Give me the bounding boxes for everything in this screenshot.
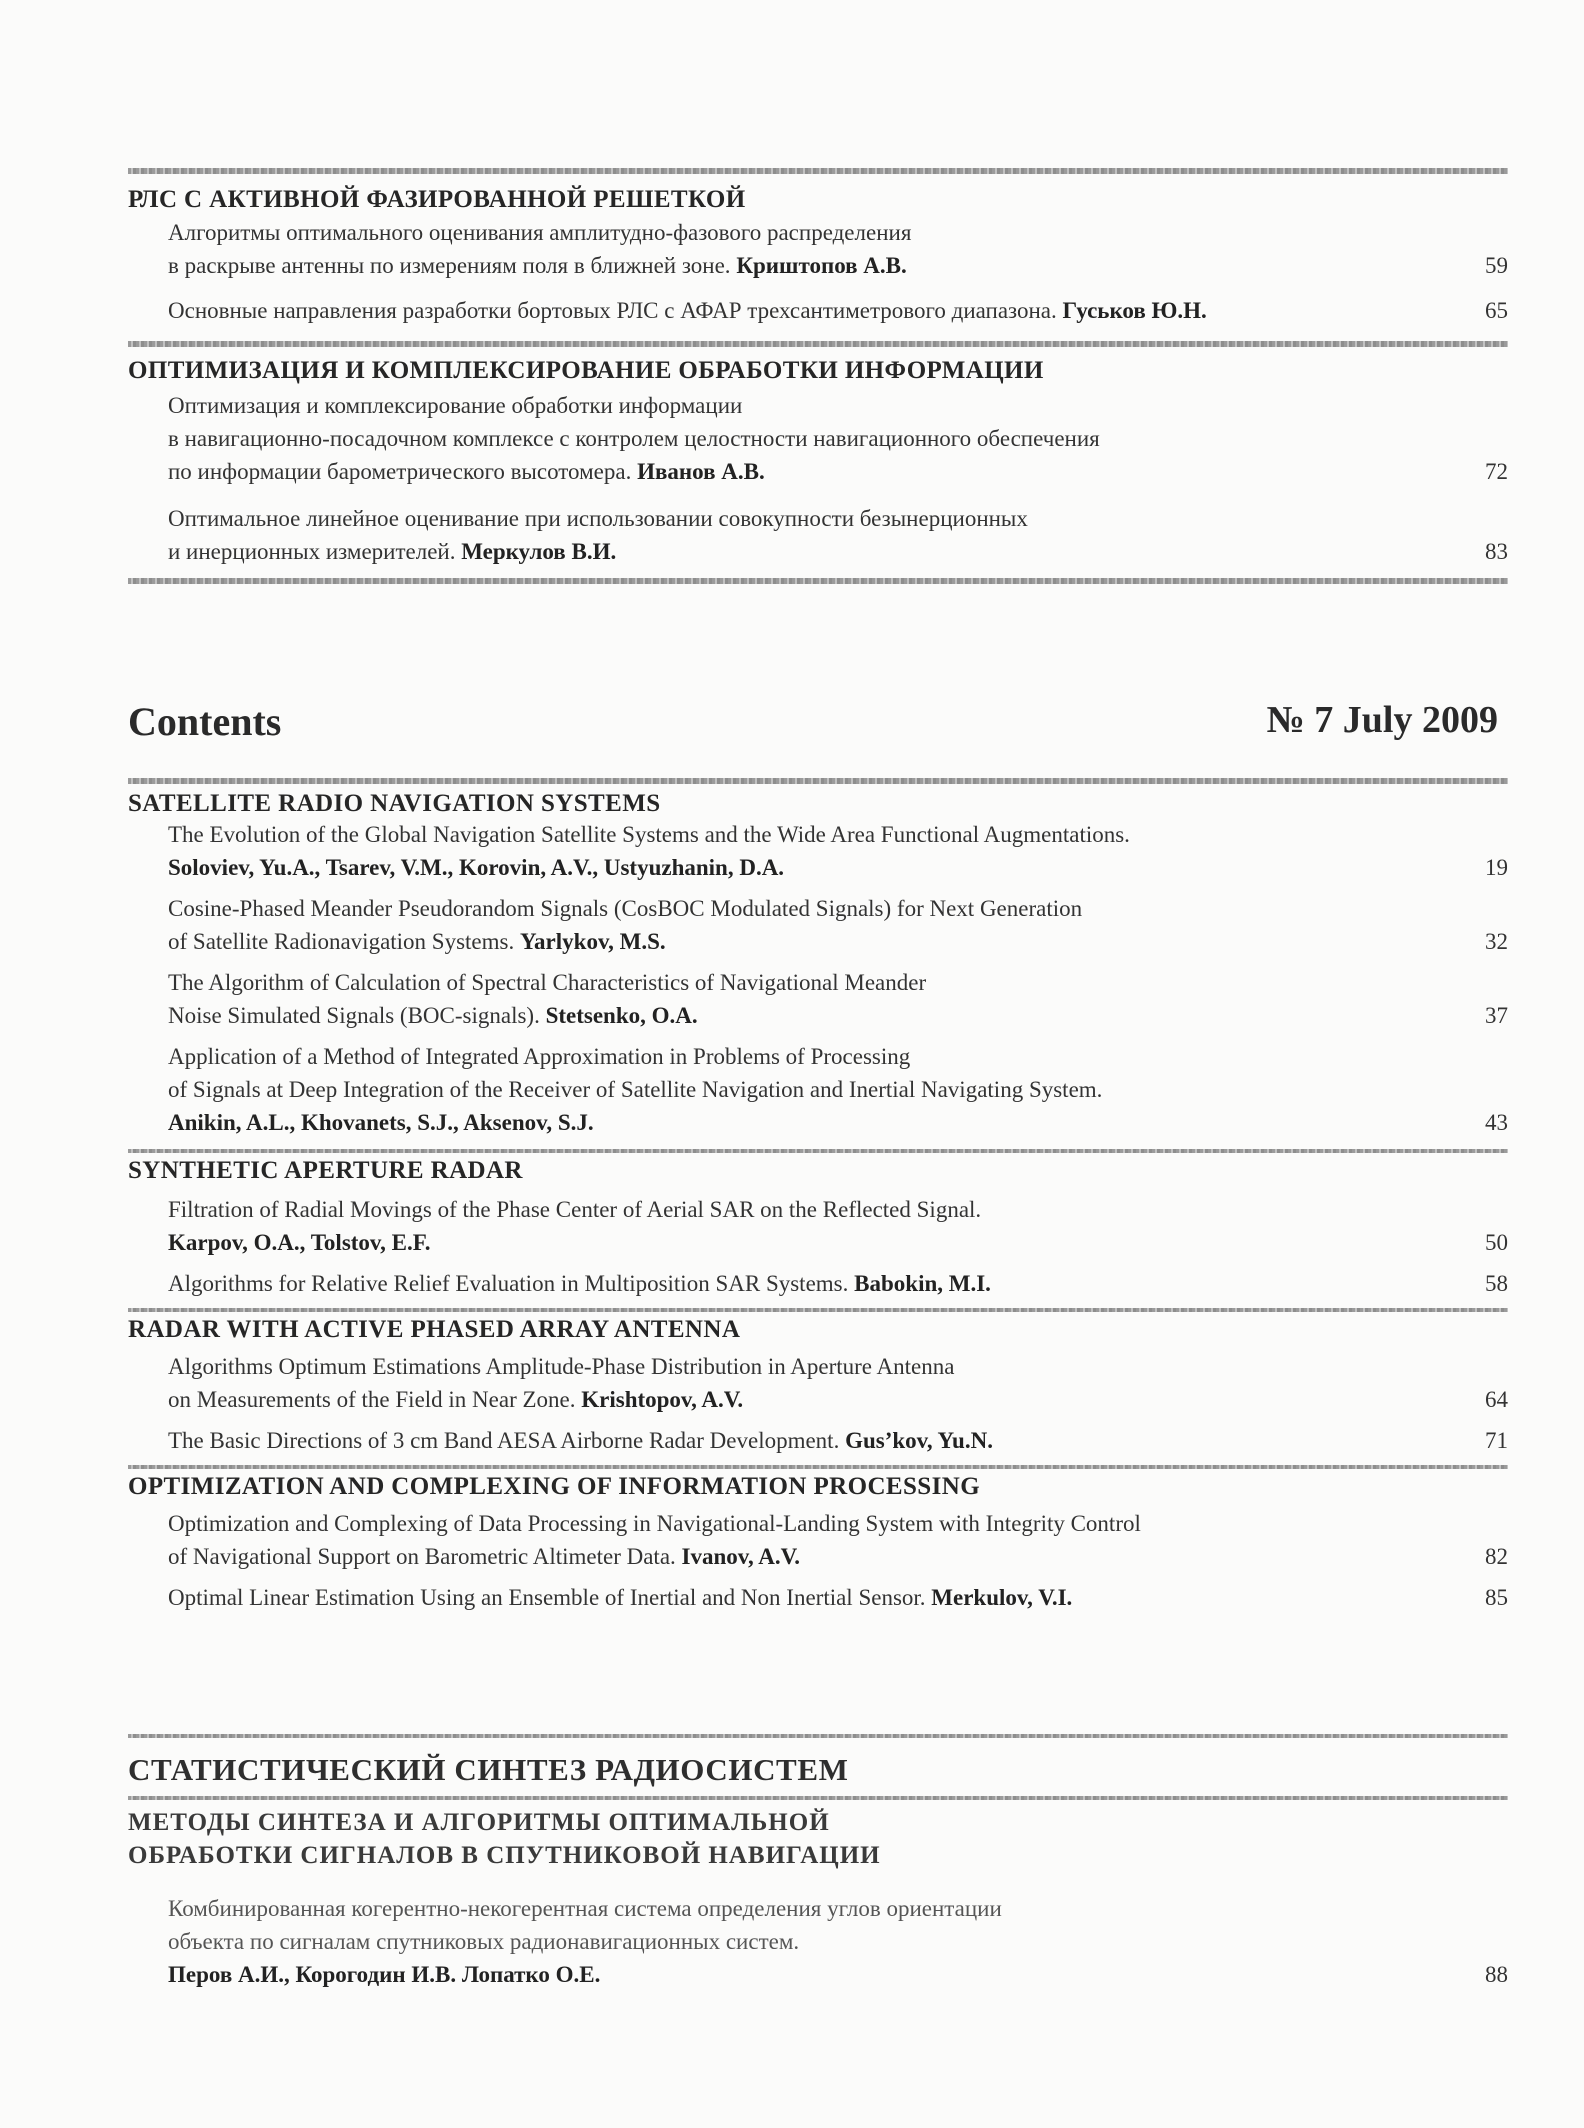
entry-line: объекта по сигналам спутниковых радионавигационных систем. [168, 1929, 800, 1954]
section-title: SATELLITE RADIO NAVIGATION SYSTEMS [128, 790, 661, 817]
toc-entry[interactable] [128, 1350, 1508, 1416]
section-title-line: ОБРАБОТКИ СИГНАЛОВ В СПУТНИКОВОЙ НАВИГАЦИИ [128, 1842, 881, 1869]
page-number: 71 [1485, 1428, 1508, 1453]
page-number: 82 [1485, 1544, 1508, 1569]
entry-line: Оптимальное линейное оценивание при использовании совокупности безынерционных [168, 506, 1028, 531]
toc-entry[interactable] [128, 502, 1508, 568]
page-number: 83 [1485, 539, 1508, 564]
toc-entry[interactable] [128, 294, 1508, 327]
entry-authors: Gus’kov, Yu.N. [845, 1428, 993, 1453]
entry-authors: Криштопов А.В. [736, 253, 907, 278]
page-number: 65 [1485, 298, 1508, 323]
entry-authors: Гуськов Ю.Н. [1062, 298, 1207, 323]
entry-authors: Перов А.И., Корогодин И.В. Лопатко О.Е. [168, 1962, 601, 1987]
section-divider [128, 1308, 1508, 1312]
entry-authors: Stetsenko, O.A. [545, 1003, 698, 1028]
entry-line: Filtration of Radial Movings of the Phase Center of Aerial SAR on the Reflected Signal. [168, 1197, 982, 1222]
entry-line: on Measurements of the Field in Near Zone. [168, 1387, 576, 1412]
entry-authors: Yarlykov, M.S. [520, 929, 666, 954]
toc-entry[interactable] [128, 1892, 1508, 1991]
entry-line: Noise Simulated Signals (BOC-signals). [168, 1003, 540, 1028]
page-number: 85 [1485, 1585, 1508, 1610]
entry-line: Комбинированная когерентно-некогерентная система определения углов ориентации [168, 1896, 1002, 1921]
entry-line: по информации барометрического высотомера. [168, 459, 632, 484]
section-title: SYNTHETIC APERTURE RADAR [128, 1157, 523, 1184]
entry-line: Optimal Linear Estimation Using an Ensemble of Inertial and Non Inertial Sensor. [168, 1585, 926, 1610]
entry-line: of Satellite Radionavigation Systems. [168, 929, 515, 954]
page-number: 37 [1485, 1003, 1508, 1028]
page-number: 50 [1485, 1230, 1508, 1255]
toc-entry[interactable] [128, 892, 1508, 958]
ru-top-section [128, 168, 1508, 584]
toc-entry[interactable] [128, 818, 1508, 884]
entry-line: Algorithms for Relative Relief Evaluation in Multiposition SAR Systems. [168, 1271, 849, 1296]
page-number: 88 [1485, 1962, 1508, 1987]
entry-authors: Karpov, O.A., Tolstov, E.F. [168, 1230, 431, 1255]
entry-authors: Ivanov, A.V. [681, 1544, 801, 1569]
entry-line: Algorithms Optimum Estimations Amplitude-Phase Distribution in Aperture Antenna [168, 1354, 955, 1379]
entry-line: The Basic Directions of 3 cm Band AESA Airborne Radar Development. [168, 1428, 840, 1453]
toc-entry[interactable] [128, 1424, 1508, 1457]
entry-line: of Navigational Support on Barometric Altimeter Data. [168, 1544, 676, 1569]
section-divider [128, 1465, 1508, 1469]
section-divider [128, 1796, 1508, 1800]
entry-authors: Иванов А.В. [637, 459, 765, 484]
section-divider [128, 778, 1508, 784]
page-number: 43 [1485, 1110, 1508, 1135]
toc-entry[interactable] [128, 1040, 1508, 1139]
contents-body [128, 778, 1508, 1614]
entry-authors: Anikin, A.L., Khovanets, S.J., Aksenov, S.J. [168, 1110, 594, 1135]
section-divider [128, 1734, 1508, 1738]
section-divider [128, 341, 1508, 347]
entry-line: Cosine-Phased Meander Pseudorandom Signals (CosBOC Modulated Signals) for Next Generation [168, 896, 1083, 921]
entry-authors: Krishtopov, A.V. [581, 1387, 744, 1412]
toc-entry[interactable] [128, 966, 1508, 1032]
toc-entry[interactable] [128, 1193, 1508, 1259]
toc-entry[interactable] [128, 216, 1508, 282]
page-number: 59 [1485, 253, 1508, 278]
page-number: 72 [1485, 459, 1508, 484]
contents-heading: Contents [128, 699, 282, 744]
page-number: 58 [1485, 1271, 1508, 1296]
page-number: 32 [1485, 929, 1508, 954]
toc-entry[interactable] [128, 1581, 1508, 1614]
entry-authors: Babokin, M.I. [854, 1271, 991, 1296]
entry-line: в раскрыве антенны по измерениям поля в ближней зоне. [168, 253, 731, 278]
page-number: 64 [1485, 1387, 1508, 1412]
entry-authors: Merkulov, V.I. [931, 1585, 1073, 1610]
entry-authors: Меркулов В.И. [461, 539, 617, 564]
entry-line: Application of a Method of Integrated Approximation in Problems of Processing [168, 1044, 911, 1069]
section-divider [128, 1149, 1508, 1153]
entry-line: и инерционных измерителей. [168, 539, 456, 564]
entry-line: Алгоритмы оптимального оценивания амплитудно-фазового распределения [168, 220, 912, 245]
entry-line: в навигационно-посадочном комплексе с контролем целостности навигационного обеспечения [168, 426, 1100, 451]
toc-entry[interactable] [128, 1267, 1508, 1300]
section-divider [128, 578, 1508, 584]
entry-line: of Signals at Deep Integration of the Receiver of Satellite Navigation and Inertial Navigating System. [168, 1077, 1103, 1102]
entry-line: Оптимизация и комплексирование обработки информации [168, 393, 743, 418]
contents-header [128, 698, 1508, 748]
section-title: RADAR WITH ACTIVE PHASED ARRAY ANTENNA [128, 1316, 741, 1343]
ru-bottom-section [128, 1734, 1508, 1991]
entry-line: The Algorithm of Calculation of Spectral Characteristics of Navigational Meander [168, 970, 927, 995]
section-title: РЛС С АКТИВНОЙ ФАЗИРОВАННОЙ РЕШЕТКОЙ [128, 186, 746, 213]
section-title: OPTIMIZATION AND COMPLEXING OF INFORMATION PROCESSING [128, 1473, 981, 1500]
issue-label: № 7 July 2009 [1266, 699, 1498, 741]
section-divider [128, 168, 1508, 174]
part-title: СТАТИСТИЧЕСКИЙ СИНТЕЗ РАДИОСИСТЕМ [128, 1752, 849, 1787]
page-number: 19 [1485, 855, 1508, 880]
entry-line: Optimization and Complexing of Data Processing in Navigational-Landing System with Integrity Control [168, 1511, 1141, 1536]
entry-line: Основные направления разработки бортовых РЛС с АФАР трехсантиметрового диапазона. [168, 298, 1057, 323]
section-title: ОПТИМИЗАЦИЯ И КОМПЛЕКСИРОВАНИЕ ОБРАБОТКИ ИНФОРМАЦИИ [128, 357, 1044, 384]
entry-line: The Evolution of the Global Navigation Satellite Systems and the Wide Area Functional Augmentations. [168, 822, 1130, 847]
section-title-line: МЕТОДЫ СИНТЕЗА И АЛГОРИТМЫ ОПТИМАЛЬНОЙ [128, 1809, 830, 1836]
entry-authors: Soloviev, Yu.A., Tsarev, V.M., Korovin, A.V., Ustyuzhanin, D.A. [168, 855, 785, 880]
toc-entry[interactable] [128, 1507, 1508, 1573]
toc-entry[interactable] [128, 389, 1508, 488]
